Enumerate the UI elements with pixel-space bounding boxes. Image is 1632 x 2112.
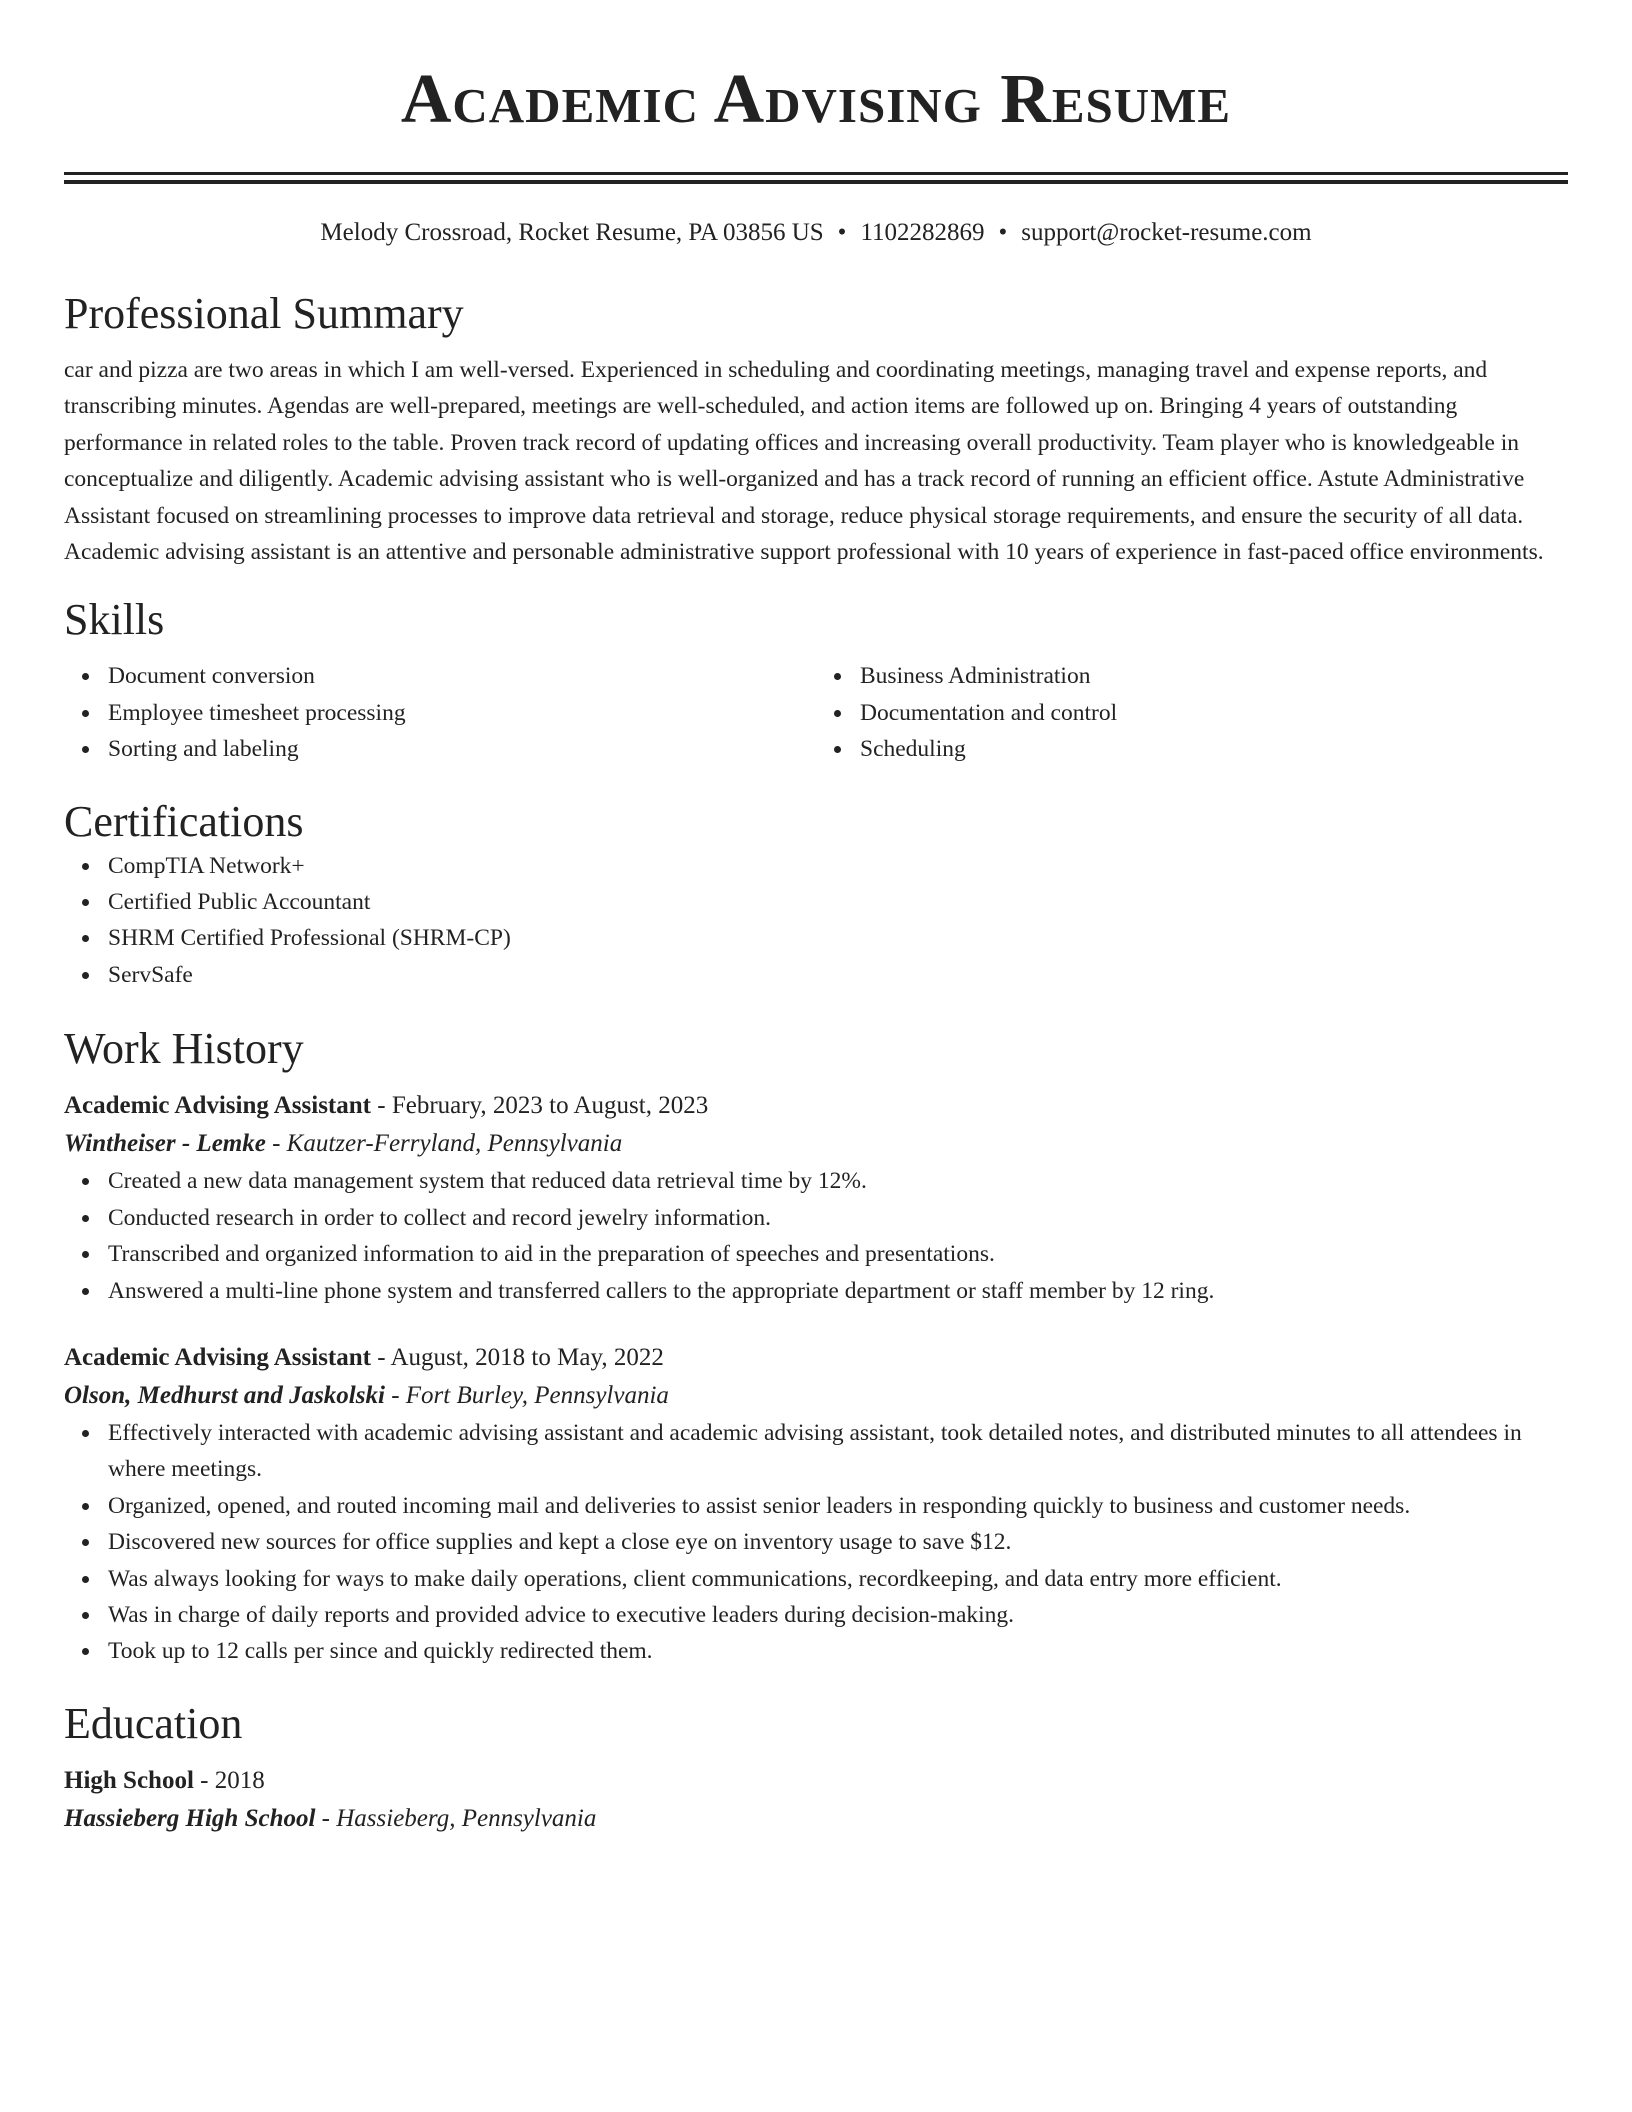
job-duty-item: Transcribed and organized information to aid in the preparation of speeches and presentations.	[108, 1236, 1568, 1272]
skills-heading: Skills	[64, 595, 165, 645]
education-location: Hassieberg, Pennsylvania	[336, 1804, 597, 1832]
summary-heading: Professional Summary	[64, 289, 464, 338]
contact-separator: •	[837, 219, 847, 246]
dash: -	[272, 1130, 281, 1158]
dash: -	[377, 1092, 386, 1120]
job-duty-item: Organized, opened, and routed incoming mail and deliveries to assist senior leaders in responding quickly to business and customer needs.	[108, 1488, 1568, 1524]
education-school-line	[64, 1800, 1568, 1838]
work-history-heading: Work History	[64, 1024, 304, 1074]
certification-item: ServSafe	[108, 957, 1568, 993]
job-dates: February, 2023 to August, 2023	[391, 1092, 709, 1120]
job-title: Academic Advising Assistant	[64, 1343, 371, 1371]
summary-text: car and pizza are two areas in which I am well-versed. Experienced in scheduling and coordinating meetings, managing travel and expense reports, and transcribing minutes. Agendas are well-prepared, meetings are well-scheduled, and action items are followed up on. Bringing 4 years of outstanding performance in related roles to the table. Proven track record of updating offices and increasing overall productivity. Team player who is knowledgeable in conceptualize and diligently. Academic advising assistant who is well-organized and has a track record of running an efficient office. Astute Administrative Assistant focused on streamlining processes to improve data retrieval and storage, reduce physical storage requirements, and ensure the security of all data. Academic advising assistant is an attentive and personable administrative support professional with 10 years of experience in fast-paced office environments.	[64, 357, 1544, 566]
contact-phone: 1102282869	[860, 219, 985, 246]
job-dates: August, 2018 to May, 2022	[390, 1343, 664, 1371]
job-duty-item: Was in charge of daily reports and provided advice to executive leaders during decision-making.	[108, 1597, 1568, 1633]
job-duty-item: Created a new data management system that reduced data retrieval time by 12%.	[108, 1163, 1568, 1199]
contact-email: support@rocket-resume.com	[1021, 219, 1312, 246]
certification-item: CompTIA Network+	[108, 848, 1568, 884]
job-duty-item: Discovered new sources for office supplies and kept a close eye on inventory usage to save $12.	[108, 1524, 1568, 1560]
job-company-line	[64, 1125, 1568, 1163]
skills-grid	[64, 658, 1568, 767]
education-entry	[64, 1762, 1568, 1838]
title-divider-bottom	[64, 180, 1568, 184]
education-year: 2018	[214, 1766, 265, 1794]
job-duty-item: Conducted research in order to collect and record jewelry information.	[108, 1200, 1568, 1236]
contact-line	[64, 218, 1568, 248]
job-company: Wintheiser - Lemke	[64, 1130, 266, 1158]
certification-item: SHRM Certified Professional (SHRM-CP)	[108, 920, 1568, 956]
skill-item: Employee timesheet processing	[108, 695, 816, 731]
skill-item: Document conversion	[108, 658, 816, 694]
job-company-line	[64, 1377, 1568, 1415]
job-title: Academic Advising Assistant	[64, 1092, 371, 1120]
education-degree-line	[64, 1762, 1568, 1800]
job-location: Fort Burley, Pennsylvania	[405, 1381, 669, 1409]
education-degree: High School	[64, 1766, 194, 1794]
skill-item: Sorting and labeling	[108, 731, 816, 767]
job-title-line	[64, 1087, 1568, 1125]
contact-separator: •	[998, 219, 1008, 246]
skill-item: Scheduling	[860, 731, 1568, 767]
job-company: Olson, Medhurst and Jaskolski	[64, 1381, 385, 1409]
skill-item: Documentation and control	[860, 695, 1568, 731]
job-duty-item: Was always looking for ways to make daily operations, client communications, recordkeeping, and data entry more efficient.	[108, 1561, 1568, 1597]
job-duty-item: Took up to 12 calls per since and quickly redirected them.	[108, 1633, 1568, 1669]
skill-item: Business Administration	[860, 658, 1568, 694]
job-entry	[64, 1339, 1568, 1670]
job-duty-item: Answered a multi-line phone system and transferred callers to the appropriate department or staff member by 12 ring.	[108, 1273, 1568, 1309]
job-entry	[64, 1087, 1568, 1309]
job-title-line	[64, 1339, 1568, 1377]
education-heading: Education	[64, 1698, 243, 1748]
certifications-list	[64, 848, 1568, 994]
certification-item: Certified Public Accountant	[108, 884, 1568, 920]
resume-title: Academic Advising Resume	[400, 61, 1232, 138]
job-duties-list	[64, 1163, 1568, 1309]
contact-address: Melody Crossroad, Rocket Resume, PA 03856 US	[320, 219, 824, 246]
dash: -	[200, 1766, 209, 1794]
dash: -	[391, 1381, 400, 1409]
title-divider-top	[64, 172, 1568, 175]
skills-list-right	[816, 658, 1568, 767]
certifications-heading: Certifications	[64, 796, 304, 846]
job-duty-item: Effectively interacted with academic advising assistant and academic advising assistant, took detailed notes, and distributed minutes to all attendees in where meetings.	[108, 1415, 1568, 1488]
job-duties-list	[64, 1415, 1568, 1670]
dash: -	[377, 1343, 386, 1371]
skills-list-left	[64, 658, 816, 767]
education-school: Hassieberg High School	[64, 1804, 316, 1832]
dash: -	[321, 1804, 330, 1832]
job-location: Kautzer-Ferryland, Pennsylvania	[286, 1130, 623, 1158]
